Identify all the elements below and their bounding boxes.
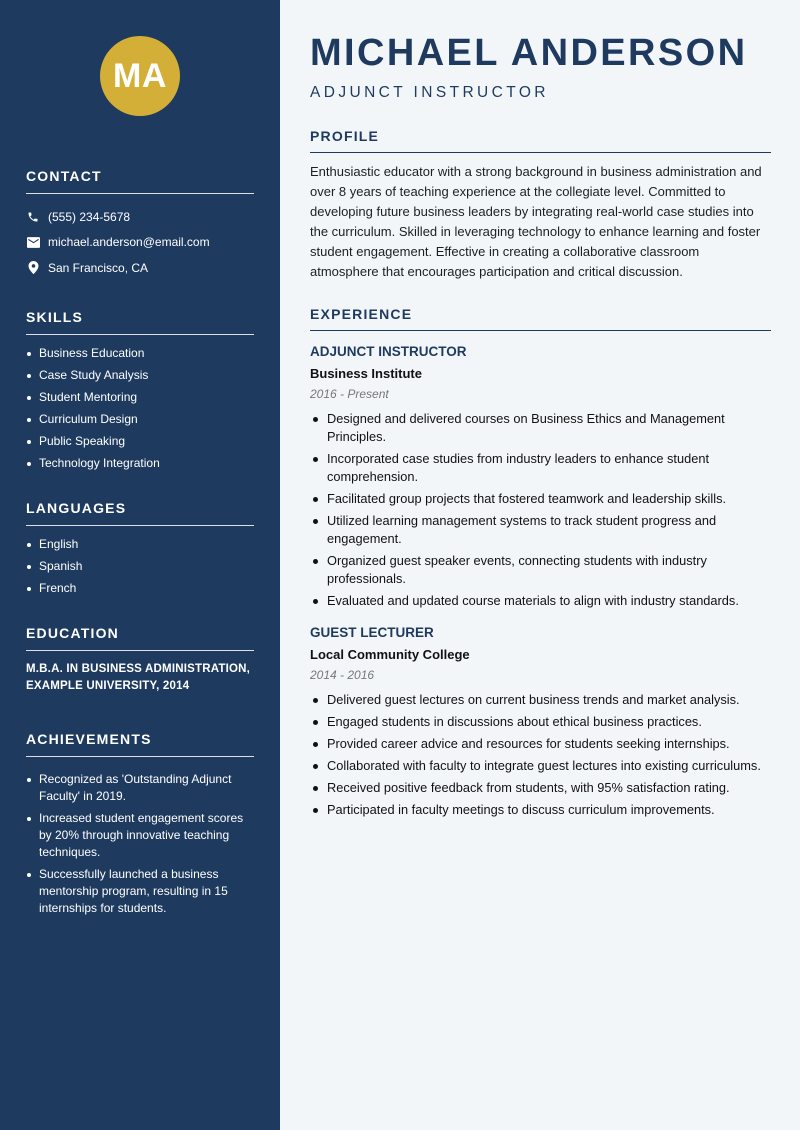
job-bullet: Evaluated and updated course materials to align with industry standards. [310, 592, 771, 610]
job-dates: 2016 - Present [310, 387, 389, 401]
skill-item: Curriculum Design [26, 411, 254, 428]
job-bullet: Facilitated group projects that fostered teamwork and leadership skills. [310, 490, 771, 508]
contact-location [26, 255, 254, 281]
avatar: MA [100, 36, 180, 116]
experience-heading: EXPERIENCE [310, 306, 771, 331]
job-bullet: Participated in faculty meetings to discuss curriculum improvements. [310, 801, 771, 819]
job-bullet: Utilized learning management systems to track student progress and engagement. [310, 512, 771, 548]
job-title: GUEST LECTURER [310, 625, 434, 640]
candidate-title: ADJUNCT INSTRUCTOR [310, 84, 549, 101]
skill-item: Case Study Analysis [26, 367, 254, 384]
job-bullet: Engaged students in discussions about ethical business practices. [310, 713, 771, 731]
achievements-heading: ACHIEVEMENTS [26, 731, 254, 757]
job-company: Local Community College [310, 647, 470, 662]
job-company: Business Institute [310, 366, 422, 381]
contact-email [26, 230, 254, 256]
job-entry [310, 343, 771, 610]
location-text: San Francisco, CA [48, 260, 149, 275]
education-entry: M.B.A. IN BUSINESS ADMINISTRATION, EXAMPLE UNIVERSITY, 2014 [26, 662, 251, 692]
contact-list [26, 204, 254, 281]
job-bullet: Provided career advice and resources for students seeking internships. [310, 735, 771, 753]
achievement-item: Recognized as 'Outstanding Adjunct Faculty' in 2019. [26, 771, 254, 805]
job-bullet: Designed and delivered courses on Business Ethics and Management Principles. [310, 410, 771, 446]
achievements-section [26, 731, 254, 917]
skills-list [26, 345, 254, 472]
job-title: ADJUNCT INSTRUCTOR [310, 344, 467, 359]
job-bullet: Delivered guest lectures on current business trends and market analysis. [310, 691, 771, 709]
education-section [26, 625, 254, 695]
languages-section [26, 500, 254, 597]
languages-list [26, 536, 254, 597]
job-bullet: Collaborated with faculty to integrate guest lectures into existing curriculums. [310, 757, 771, 775]
candidate-name: MICHAEL ANDERSON [310, 32, 748, 74]
contact-section [26, 168, 254, 281]
education-heading: EDUCATION [26, 625, 254, 651]
skill-item: Technology Integration [26, 455, 254, 472]
job-dates: 2014 - 2016 [310, 668, 375, 682]
profile-section [310, 128, 771, 282]
job-bullet: Organized guest speaker events, connecting students with industry professionals. [310, 552, 771, 588]
language-item: French [26, 580, 254, 597]
contact-phone [26, 204, 254, 230]
profile-heading: PROFILE [310, 128, 771, 153]
mail-icon [26, 235, 40, 249]
achievements-list [26, 771, 254, 917]
experience-section [310, 306, 771, 819]
achievement-item: Successfully launched a business mentorship program, resulting in 15 internships for students. [26, 866, 254, 917]
job-bullet: Received positive feedback from students, with 95% satisfaction rating. [310, 779, 771, 797]
job-bullet: Incorporated case studies from industry leaders to enhance student comprehension. [310, 450, 771, 486]
language-item: Spanish [26, 558, 254, 575]
skills-heading: SKILLS [26, 309, 254, 335]
job-bullets [310, 410, 771, 610]
job-entry [310, 624, 771, 819]
achievement-item: Increased student engagement scores by 20% through innovative teaching techniques. [26, 810, 254, 861]
languages-heading: LANGUAGES [26, 500, 254, 526]
email-text: michael.anderson@email.com [48, 235, 210, 250]
profile-text: Enthusiastic educator with a strong background in business administration and over 8 years of teaching experience at the collegiate level. Committed to developing future business leaders by integrating real-world case studies into the curriculum. Skilled in leveraging technology to enhance learning and foster student engagement. Effective in creating a collaborative classroom atmosphere that encourages participation and critical discussion. [310, 164, 762, 279]
skill-item: Business Education [26, 345, 254, 362]
sidebar [0, 0, 280, 1130]
phone-icon [26, 210, 40, 224]
language-item: English [26, 536, 254, 553]
main-content [280, 0, 800, 1130]
skill-item: Public Speaking [26, 433, 254, 450]
job-bullets [310, 691, 771, 819]
phone-text: (555) 234-5678 [48, 209, 131, 224]
location-pin-icon [26, 261, 40, 275]
contact-heading: CONTACT [26, 168, 254, 194]
skill-item: Student Mentoring [26, 389, 254, 406]
skills-section [26, 309, 254, 472]
